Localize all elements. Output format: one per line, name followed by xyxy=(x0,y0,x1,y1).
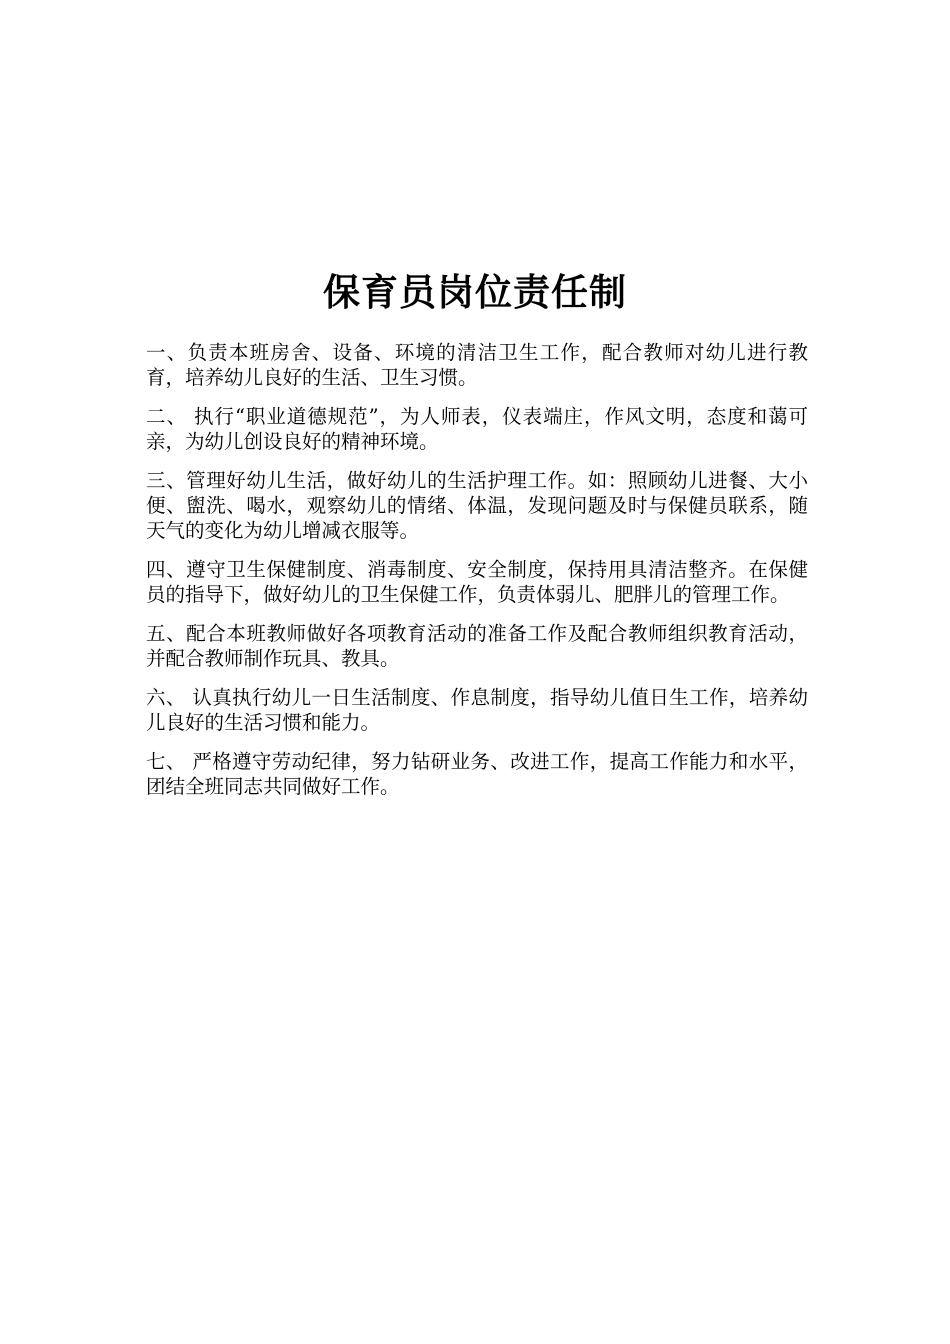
paragraph-6: 六、 认真执行幼儿一日生活制度、作息制度，指导幼儿值日生工作，培养幼儿良好的生活习惯和能力。 xyxy=(146,686,808,734)
paragraph-7: 七、 严格遵守劳动纪律，努力钻研业务、改进工作，提高工作能力和水平，团结全班同志共同做好工作。 xyxy=(146,750,808,798)
paragraph-3: 三、管理好幼儿生活，做好幼儿的生活护理工作。如：照顾幼儿进餐、大小便、盥洗、喝水，观察幼儿的情绪、体温，发现问题及时与保健员联系，随天气的变化为幼儿增减衣服等。 xyxy=(146,469,808,542)
paragraph-2: 二、 执行“职业道德规范”，为人师表，仪表端庄，作风文明，态度和蔼可亲，为幼儿创设良好的精神环境。 xyxy=(146,405,808,453)
paragraph-4: 四、遵守卫生保健制度、消毒制度、安全制度，保持用具清洁整齐。在保健员的指导下，做好幼儿的卫生保健工作，负责体弱儿、肥胖儿的管理工作。 xyxy=(146,558,808,606)
document-body xyxy=(146,340,808,813)
paragraph-5: 五、配合本班教师做好各项教育活动的准备工作及配合教师组织教育活动，并配合教师制作玩具、教具。 xyxy=(146,622,808,670)
paragraph-1: 一、负责本班房舍、设备、环境的清洁卫生工作，配合教师对幼儿进行教育，培养幼儿良好的生活、卫生习惯。 xyxy=(146,341,808,389)
document-title: 保育员岗位责任制 xyxy=(323,271,627,314)
